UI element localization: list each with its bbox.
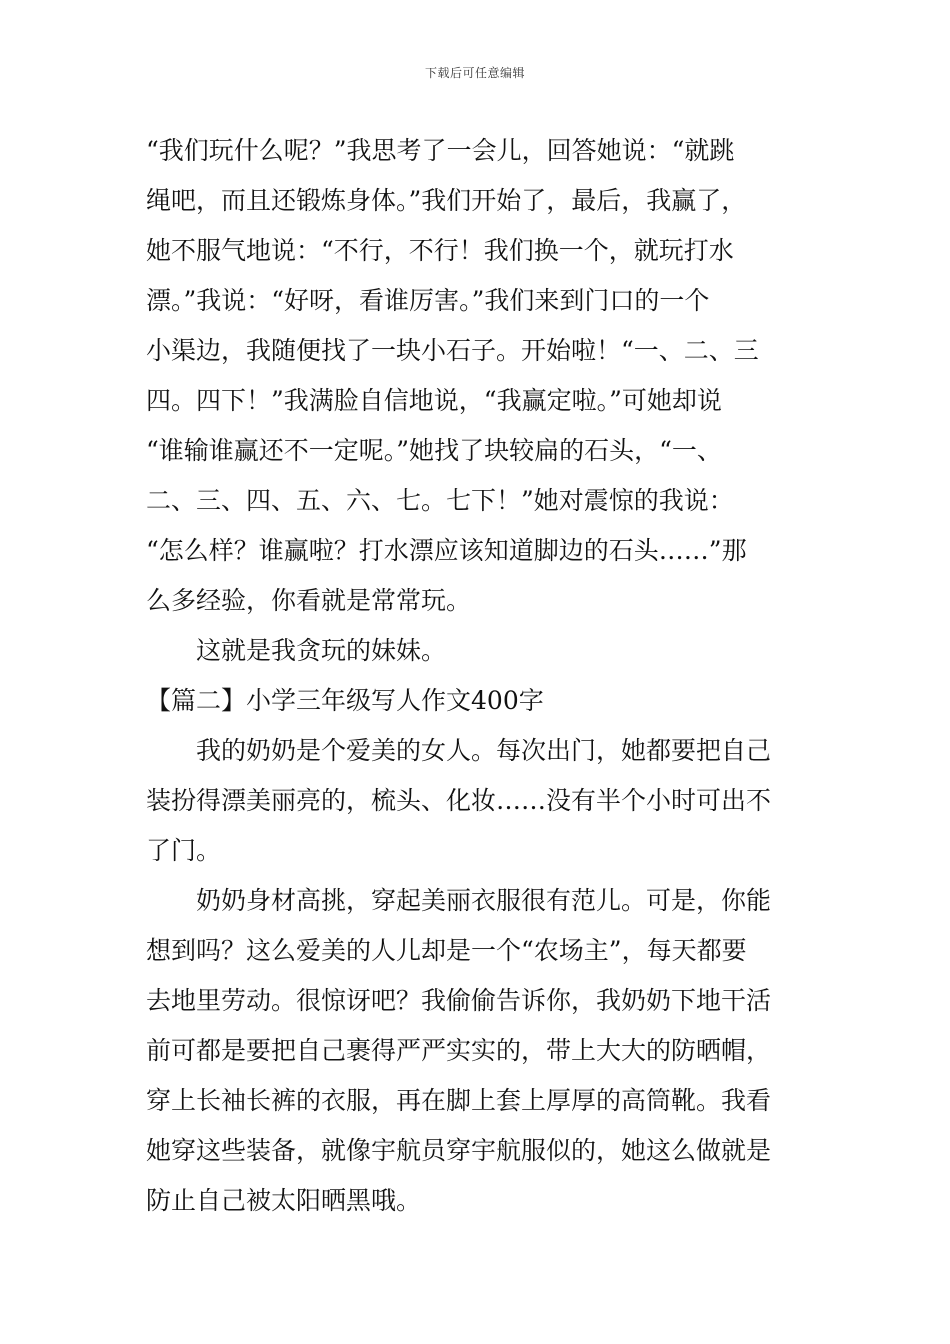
document-body [146,126,811,1226]
paragraph-line: 我的奶奶是个爱美的女人。每次出门，她都要把自己 [196,736,772,765]
text-line: 她穿这些装备，就像宇航员穿宇航服似的，她这么做就是 [146,1136,772,1165]
text-line: 穿上长袖长裤的衣服，再在脚上套上厚厚的高筒靴。我看 [146,1086,772,1115]
paragraph-line: 奶奶身材高挑，穿起美丽衣服很有范儿。可是，你能 [196,886,772,915]
text-line: 装扮得漂美丽亮的，梳头、化妆……没有半个小时可出不 [146,786,772,815]
paragraph-line: 这就是我贪玩的妹妹。 [196,636,447,665]
text-line: 绳吧，而且还锻炼身体。”我们开始了，最后，我赢了， [146,186,747,215]
text-line: “怎么样？谁赢啦？打水漂应该知道脚边的石头……”那 [146,536,747,565]
page-header: 下载后可任意编辑 [424,66,525,80]
text-line: “谁输谁赢还不一定呢。”她找了块较扁的石头，“一、 [146,436,722,465]
text-line: 么多经验，你看就是常常玩。 [146,586,472,615]
text-line: 防止自己被太阳晒黑哦。 [146,1186,422,1215]
text-line: 四。四下！”我满脸自信地说，“我赢定啦。”可她却说 [146,386,722,415]
text-line: 去地里劳动。很惊讶吧？我偷偷告诉你，我奶奶下地干活 [146,986,772,1015]
text-line: 小渠边，我随便找了一块小石子。开始啦！“一、二、三 [146,336,759,365]
text-line: 了门。 [146,836,222,865]
text-line: 想到吗？这么爱美的人儿却是一个“农场主”，每天都要 [146,936,747,965]
text-line: 二、三、四、五、六、七。七下！”她对震惊的我说： [146,486,734,515]
text-line: 她不服气地说：“不行，不行！我们换一个，就玩打水 [146,236,734,265]
text-line: “我们玩什么呢？”我思考了一会儿，回答她说：“就跳 [146,136,735,165]
section-heading: 【篇二】小学三年级写人作文400字 [146,686,544,715]
text-line: 漂。”我说：“好呀，看谁厉害。”我们来到门口的一个 [146,286,710,315]
text-line: 前可都是要把自己裹得严严实实的，带上大大的防晒帽， [146,1036,772,1065]
